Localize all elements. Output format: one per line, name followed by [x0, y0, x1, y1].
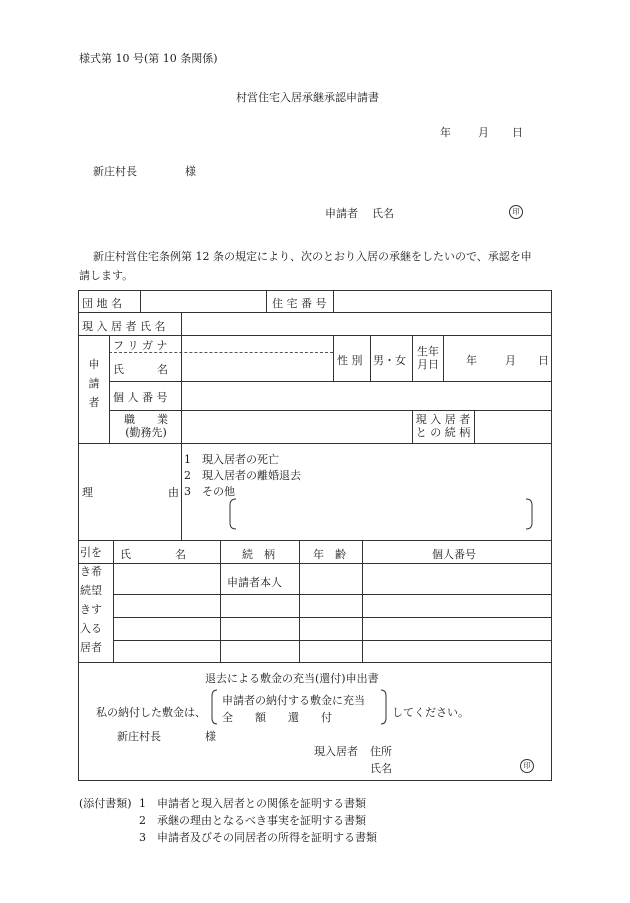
reason-option-1[interactable]: 1 現入居者の死亡 [184, 453, 279, 466]
birth-date-label [415, 345, 441, 371]
occupation-label-line-2: (勤務先) [125, 426, 167, 439]
date-month-label: 月 [478, 126, 489, 139]
attachments-label: (添付書類) [79, 797, 132, 810]
occupation-label [113, 413, 179, 439]
successor-row[interactable] [114, 641, 551, 661]
furigana-label: フ リ ガ ナ [113, 339, 168, 352]
attachment-item-2: 2 承継の理由となるべき事実を証明する書類 [139, 814, 366, 827]
sex-label: 性 別 [337, 354, 363, 367]
birth-date-label-line-2: 月日 [417, 358, 439, 371]
relation-label [414, 413, 472, 439]
deposit-suffix: してください。 [392, 706, 469, 719]
successor-row[interactable] [114, 595, 551, 616]
successor-label-line: 居者 [80, 641, 102, 654]
successor-label-line: き希 [80, 565, 102, 578]
successor-label-line: 続望 [80, 584, 102, 597]
current-resident-name-field[interactable] [182, 313, 550, 334]
applicant-group-label: 申請者 [88, 358, 100, 409]
successor-row[interactable] [114, 618, 551, 639]
intro-line-2: 請します。 [79, 269, 134, 282]
applicant-name-row-label: 氏 名 [113, 363, 168, 376]
page-title: 村営住宅入居承継承認申請書 [236, 91, 379, 104]
successor-label-line: 入る [80, 622, 102, 635]
deposit-addressee-suffix: 様 [205, 730, 216, 743]
personal-number-label: 個 人 番 号 [113, 391, 168, 404]
personal-number-field[interactable] [182, 382, 550, 409]
successor-label-line: きす [80, 603, 102, 616]
applicant-name-field[interactable] [182, 353, 332, 380]
other-reason-field[interactable] [240, 500, 524, 528]
intro-line-1: 新庄村営住宅条例第 12 条の規定により、次のとおり入居の承継をしたいので、承認を申 [93, 250, 532, 263]
sex-options[interactable]: 男・女 [373, 354, 406, 367]
relation-label-line-2: と の 続 柄 [415, 426, 471, 439]
deposit-prefix: 私の納付した敷金は、 [96, 706, 206, 719]
deposit-address-label: 住所 [370, 745, 392, 758]
reason-label-start: 理 [82, 486, 93, 499]
successor-col-personal-number: 個人番号 [432, 548, 476, 561]
reason-option-3[interactable]: 3 その他 [184, 485, 235, 498]
successor-col-relation: 続 柄 [242, 548, 275, 561]
addressee: 新庄村長 [93, 165, 137, 178]
occupation-field[interactable] [182, 411, 411, 442]
deposit-name-label: 氏名 [370, 762, 392, 775]
date-year-label: 年 [440, 126, 451, 139]
form-number: 様式第 10 号(第 10 条関係) [79, 52, 218, 65]
successor-col-age: 年 齢 [313, 548, 346, 561]
reason-label-end: 由 [168, 486, 179, 499]
house-number-field[interactable] [334, 291, 550, 311]
successor-group-label [80, 543, 112, 657]
deposit-addressee: 新庄村長 [117, 730, 161, 743]
house-number-label: 住 宅 番 号 [272, 297, 327, 310]
attachment-item-1: 1 申請者と現入居者との関係を証明する書類 [139, 797, 366, 810]
birth-date-label-line-1: 生年 [417, 345, 439, 358]
relation-field[interactable] [475, 411, 550, 442]
applicant-self-label: 申請者本人 [227, 576, 282, 589]
birth-month-label: 月 [505, 354, 516, 367]
current-resident-name-label: 現 入 居 者 氏 名 [82, 320, 166, 333]
attachment-item-3: 3 申請者及びその同居者の所得を証明する書類 [139, 831, 377, 844]
deposit-option-apply[interactable]: 申請者の納付する敷金に充当 [222, 694, 365, 707]
deposit-resident-label: 現入居者 [314, 745, 358, 758]
occupation-label-line-1: 職 業 [124, 413, 168, 426]
birth-year-label: 年 [466, 354, 477, 367]
addressee-suffix: 様 [185, 165, 196, 178]
successor-label-line: 引を [80, 546, 102, 559]
successor-col-name: 氏 名 [120, 548, 186, 561]
complex-name-label: 団 地 名 [82, 297, 122, 310]
successor-row[interactable] [114, 564, 551, 593]
seal-icon: 印 [520, 759, 534, 773]
furigana-field[interactable] [182, 336, 332, 351]
relation-label-line-1: 現 入 居 者 [415, 413, 471, 426]
applicant-name-label: 氏名 [372, 207, 394, 220]
deposit-option-refund[interactable]: 全 額 還 付 [222, 711, 332, 724]
reason-option-2[interactable]: 2 現入居者の離婚退去 [184, 469, 301, 482]
applicant-label: 申請者 [325, 207, 358, 220]
birth-day-label: 日 [538, 354, 549, 367]
seal-icon: 印 [509, 205, 523, 219]
complex-name-field[interactable] [141, 291, 265, 311]
date-day-label: 日 [512, 126, 523, 139]
deposit-title: 退去による敷金の充当(還付)申出書 [205, 672, 379, 685]
